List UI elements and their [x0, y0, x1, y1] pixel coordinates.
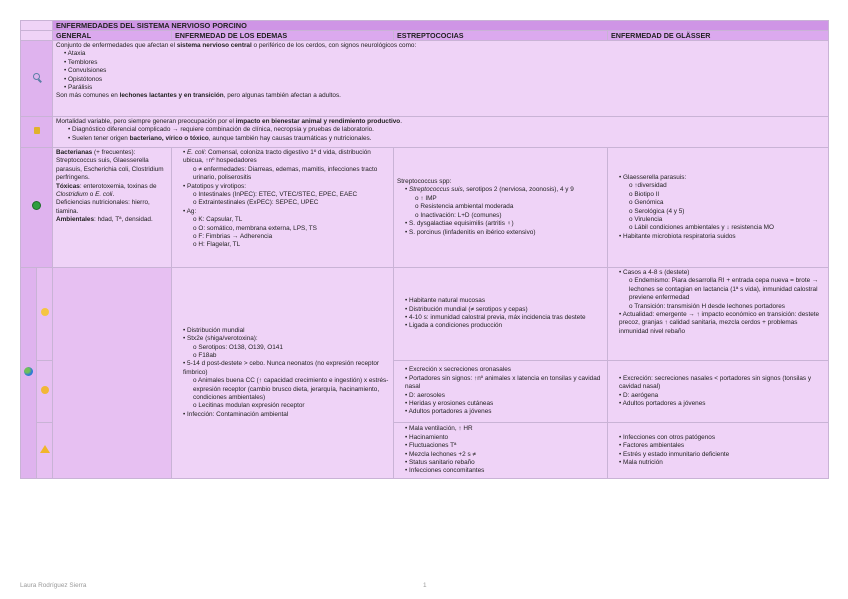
list-item: • Mala ventilación, ↑ HR — [405, 425, 604, 433]
col-general: GENERAL — [53, 31, 172, 41]
etiology-edemas — [172, 148, 394, 268]
list-item: • Excreción: secreciones nasales < portadores sin signos (tonsilas y cavidad nasal) — [619, 375, 825, 392]
definition-cell: Conjunto de enfermedades que afectan el sistema nervioso central o periférico de los cerdos, con signos neurológicos como: • Ataxia • Temblores • Convulsiones • Opistótonos • Parálisis Son más comunes en lechones lactantes y en transición, pero algunas también afectan a adultos. — [53, 41, 829, 117]
epidemiology-glasser-2 — [608, 361, 829, 423]
epidemiology-glasser-3 — [608, 423, 829, 479]
etiology-row — [21, 148, 829, 268]
epidemiology-estrep-3 — [394, 423, 608, 479]
epidemiology-general — [53, 268, 172, 479]
worried-face-icon — [37, 361, 53, 423]
list-item: • Opistótonos — [64, 76, 825, 84]
epidemiology-estrep-2 — [394, 361, 608, 423]
list-item: • Adultos portadores a jóvenes — [619, 400, 825, 408]
list-item: • S. porcinus (linfadenitis en ibérico extensivo) — [405, 229, 604, 237]
disease-table — [20, 20, 829, 479]
list-item: • Diagnóstico diferencial complicado → requiere combinación de clínica, necropsia y pruebas de laboratorio. — [68, 126, 825, 134]
etiology-estreptococias: Streptococcus spp: • Streptococcus suis, serotipos 2 (nerviosa, zoonosis), 4 y 9 o ↑ IMP o Resistencia ambiental moderada o Inactivación: L+D (comunes) • S. dysgalactiae equisimilis (artritis ♀) • S. porcinus (linfadenitis en ibérico extensivo) — [394, 148, 608, 268]
globe-icon — [21, 268, 37, 479]
list-item: • Estrés y estado inmunitario deficiente — [619, 451, 825, 459]
smiley-face-icon — [37, 268, 53, 361]
list-item: • Mezcla lechones +2 s ≠ — [405, 451, 604, 459]
list-item: • Ataxia — [64, 50, 825, 58]
list-item: • Excreción x secreciones oronasales — [405, 366, 604, 374]
list-item: • Suelen tener origen bacteriano, vírico o tóxico, aunque también hay causas traumáticas y nutricionales. — [68, 135, 825, 143]
list-item: • Habitante microbiota respiratoria suidos — [619, 233, 825, 241]
list-item: • E. coli: Comensal, coloniza tracto digestivo 1º d vida, distribución ubicua, ↑nº hospedadores o ≠ enfermedades: Diarreas, edemas, mamitis, infecciones tracto urinario, poliserositis — [183, 149, 390, 183]
warning-icon — [37, 423, 53, 479]
list-item: • Temblores — [64, 59, 825, 67]
list-item: • D: aerógena — [619, 392, 825, 400]
list-item: • Ligada a condiciones producción — [405, 322, 604, 330]
list-item: • Fluctuaciones Tª — [405, 442, 604, 450]
list-item: • D: aerosoles — [405, 392, 604, 400]
list-item: • Parálisis — [64, 84, 825, 92]
list-item: • Status sanitario rebaño — [405, 459, 604, 467]
list-item: • Infecciones concomitantes — [405, 467, 604, 475]
germ-icon — [21, 148, 53, 268]
list-item: • Convulsiones — [64, 67, 825, 75]
list-item: • Distribución mundial (≠ serotipos y cepas) — [405, 306, 604, 314]
list-item: • Adultos portadores a jóvenes — [405, 408, 604, 416]
list-item: • Heridas y erosiones cutáneas — [405, 400, 604, 408]
definition-row — [21, 41, 829, 117]
table-title: ENFERMEDADES DEL SISTEMA NERVIOSO PORCINO — [53, 21, 829, 31]
epidemiology-row — [21, 268, 829, 361]
list-item: • Portadores sin signos: ↑nº animales x latencia en tonsilas y cavidad nasal — [405, 375, 604, 392]
signs-list — [56, 50, 825, 92]
etiology-general: Bacterianas (+ frecuentes): Streptococcus suis, Glaesserella parasuis, Escherichia coli, Clostridium perfringens. Tóxicas: enterotoxemia, toxinas de Clostridium o E. coli. Deficiencias nutricionales: hierro, tiamina. Ambientales: hdad, Tª, densidad. — [53, 148, 172, 268]
etiology-glasser — [608, 148, 829, 268]
list-item: • Mala nutrición — [619, 459, 825, 467]
page-number: 1 — [423, 582, 427, 589]
list-item: • 5-14 d post-destete > cebo. Nunca neonatos (no expresión receptor fimbrico) o Animales buena CC (↑ capacidad crecimiento e ingestión) x estrés-expresión receptor (cambio brusco dieta, jerarquía, hacinamiento, condiciones ambientales) o Lecitinas modulan expresión receptor — [183, 360, 390, 410]
list-item: • Infecciones con otros patógenos — [619, 434, 825, 442]
list-item: • Infección: Contaminación ambiental — [183, 411, 390, 419]
list-item: • 4-10 s: inmunidad calostral previa, máx incidencia tras destete — [405, 314, 604, 322]
lock-icon — [21, 117, 53, 148]
impact-row — [21, 117, 829, 148]
list-item: • Ag: o K: Capsular, TL o O: somático, membrana externa, LPS, TS o F: Fimbrias → Adherencia o H: Flagelar, TL — [183, 208, 390, 250]
list-item: • Patotipos y virotipos: o Intestinales (InPEC): ETEC, VTEC/STEC, EPEC, EAEC o Extraintestinales (ExPEC): SEPEC, UPEC — [183, 183, 390, 208]
col-edemas: ENFERMEDAD DE LOS EDEMAS — [172, 31, 394, 41]
list-item: • Factores ambientales — [619, 442, 825, 450]
epidemiology-edemas — [172, 268, 394, 479]
impact-cell: Mortalidad variable, pero siempre generan preocupación por el impacto en bienestar animal y rendimiento productivo. • Diagnóstico diferencial complicado → requiere combinación de clínica, necropsia y pruebas de laboratorio. • Suelen tener origen bacteriano, vírico o tóxico, aunque también hay causas traumáticas y nutricionales. — [53, 117, 829, 148]
epidemiology-glasser-1 — [608, 268, 829, 361]
list-item: • Streptococcus suis, serotipos 2 (nerviosa, zoonosis), 4 y 9 o ↑ IMP o Resistencia ambiental moderada o Inactivación: L+D (comunes) — [405, 186, 604, 220]
list-item: • Distribución mundial — [183, 327, 390, 335]
column-header-row — [21, 31, 829, 41]
document-page — [20, 20, 828, 479]
list-item: • Hacinamiento — [405, 434, 604, 442]
col-glasser: ENFERMEDAD DE GLÄSSER — [608, 31, 829, 41]
list-item: • Casos a 4-8 s (destete) o Endemismo: Piara desarrolla RI + entrada cepa nueva = brote → lechones se contagian en lactancia (1ª s vida), inmunidad calostral previene enfermedad o Transición: transmisión H desde lechones portadores — [619, 269, 825, 311]
list-item: • Stx2e (shiga/verotoxina): o Serotipos: O138, O139, O141 o F18ab — [183, 335, 390, 360]
epidemiology-estrep-1 — [394, 268, 608, 361]
footer-author: Laura Rodríguez Sierra — [20, 582, 87, 589]
list-item: • Habitante natural mucosas — [405, 297, 604, 305]
list-item: • S. dysgalactiae equisimilis (artritis ♀) — [405, 220, 604, 228]
col-estreptococias: ESTREPTOCOCIAS — [394, 31, 608, 41]
list-item: • Actualidad: emergente → ↑ impacto económico en transición: destete precoz, granjas ↑ calidad sanitaria, mezcla cerdos + problemas inmunidad nivel rebaño — [619, 311, 825, 336]
magnifier-icon — [21, 41, 53, 117]
title-row — [21, 21, 829, 31]
list-item: • Glaesserella parasuis: o ↑diversidad o Biotipo II o Genómica o Serológica (4 y 5) o Virulencia o Lábil condiciones ambientales y ↓ resistencia MO — [619, 174, 825, 233]
